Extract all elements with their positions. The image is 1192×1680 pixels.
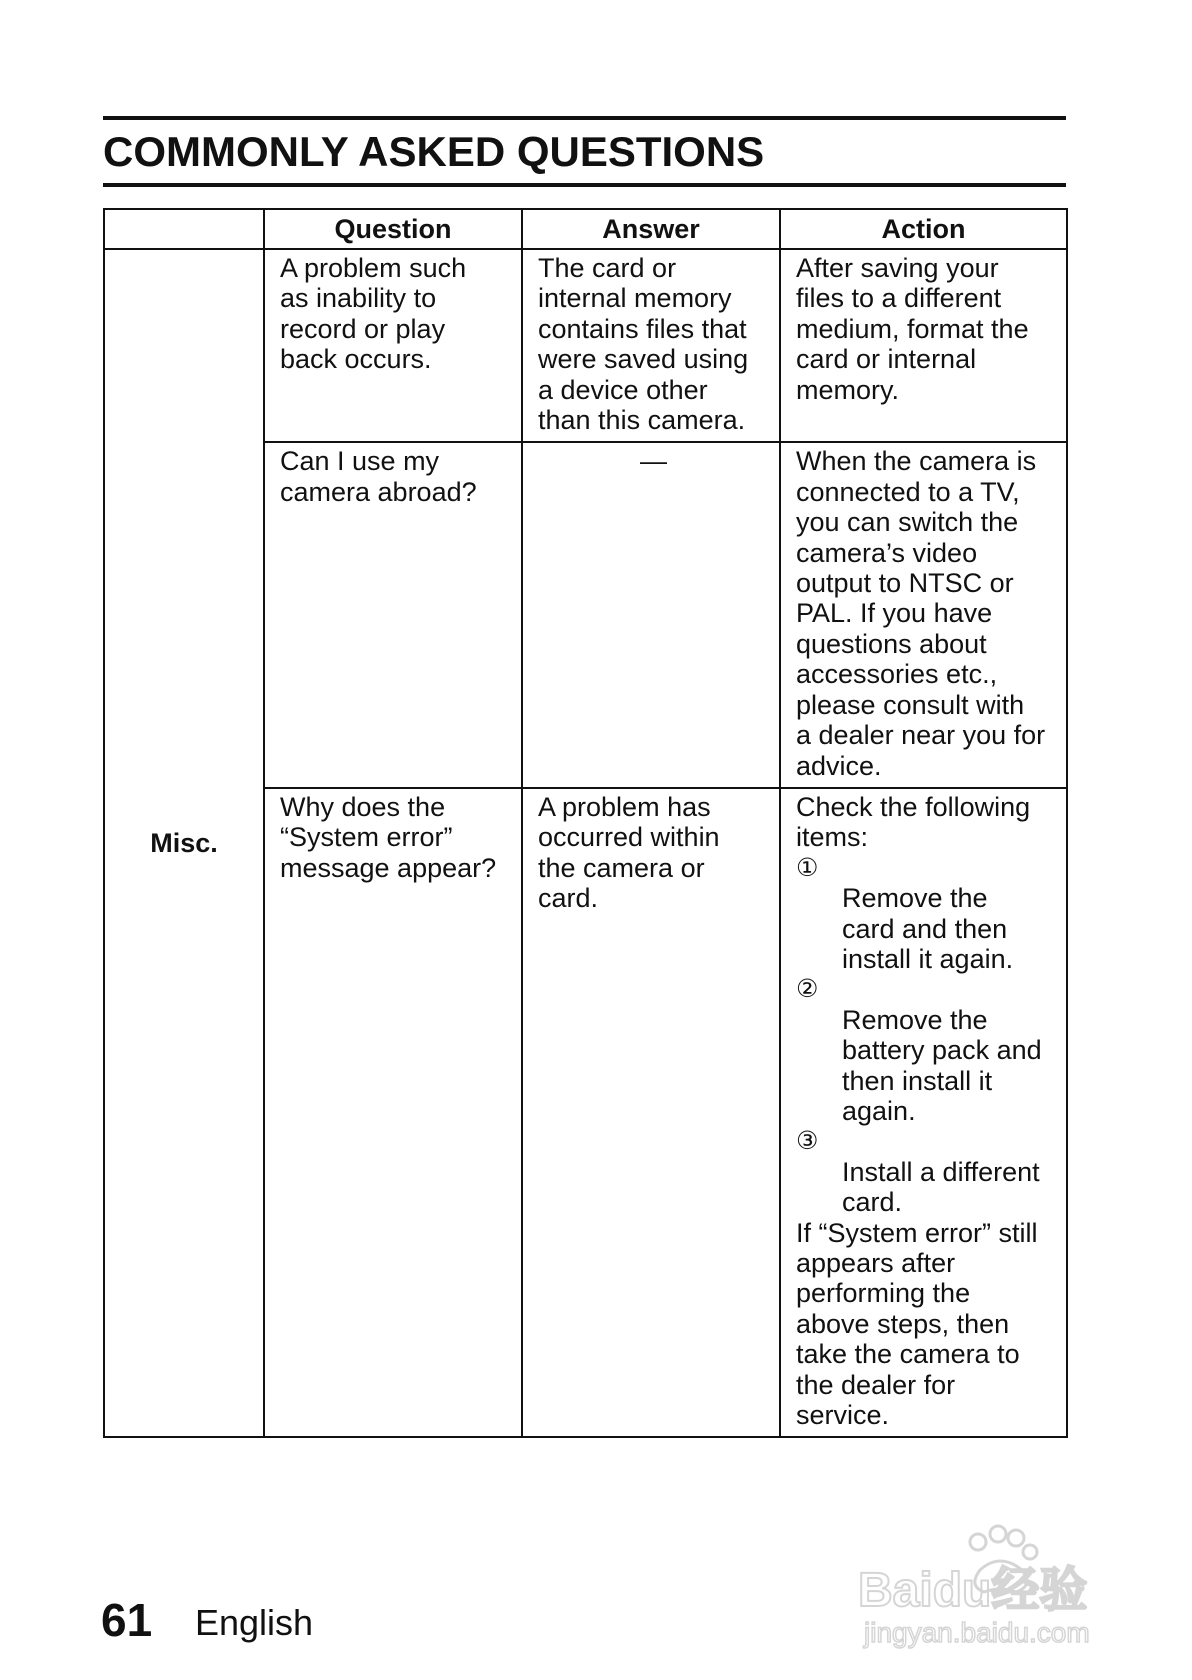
action-step <box>796 853 1056 975</box>
baidu-watermark-logo <box>850 1520 1140 1650</box>
table-row <box>104 249 1067 442</box>
step-text: Remove the battery pack and then install it again. <box>842 1004 1042 1126</box>
header-row <box>104 209 1067 249</box>
header-answer: Answer <box>522 209 780 249</box>
title-top-rule <box>103 116 1066 120</box>
action-step <box>796 974 1056 1126</box>
step-number: ③ <box>796 1127 819 1156</box>
page-language: English <box>195 1602 314 1643</box>
step-text: Remove the card and then install it again. <box>842 883 1014 974</box>
header-action: Action <box>780 209 1067 249</box>
page-title: COMMONLY ASKED QUESTIONS <box>103 128 765 175</box>
question-cell: A problem such as inability to record or play back occurs. <box>264 249 522 442</box>
action-cell <box>780 788 1067 1438</box>
action-steps <box>796 853 1056 1218</box>
category-cell: Misc. <box>104 249 264 1437</box>
page-number: 61 <box>101 1594 153 1646</box>
answer-cell: A problem has occurred within the camera or card. <box>522 788 780 1438</box>
action-cell: After saving your files to a different medium, format the card or internal memory. <box>780 249 1067 442</box>
header-question: Question <box>264 209 522 249</box>
action-outro: If “System error” still appears after performing the above steps, then take the camera to the dealer for service. <box>796 1217 1038 1431</box>
question-cell: Why does the “System error” message appear? <box>264 788 522 1438</box>
watermark-brand: Baidu经验 <box>858 1564 1088 1617</box>
step-number: ① <box>796 853 819 882</box>
watermark-url: jingyan.baidu.com <box>864 1617 1090 1648</box>
action-intro: Check the following items: <box>796 791 1031 853</box>
step-number: ② <box>796 975 819 1004</box>
action-step <box>796 1126 1056 1217</box>
step-text: Install a different card. <box>842 1156 1040 1218</box>
answer-cell: The card or internal memory contains files that were saved using a device other than this camera. <box>522 249 780 442</box>
title-bottom-rule <box>103 183 1066 187</box>
faq-table <box>103 208 1068 1438</box>
header-category <box>104 209 264 249</box>
action-cell: When the camera is connected to a TV, you can switch the camera’s video output to NTSC or PAL. If you have questions about accessories etc., please consult with a dealer near you for advice. <box>780 442 1067 787</box>
answer-cell: — <box>522 442 780 787</box>
question-cell: Can I use my camera abroad? <box>264 442 522 787</box>
